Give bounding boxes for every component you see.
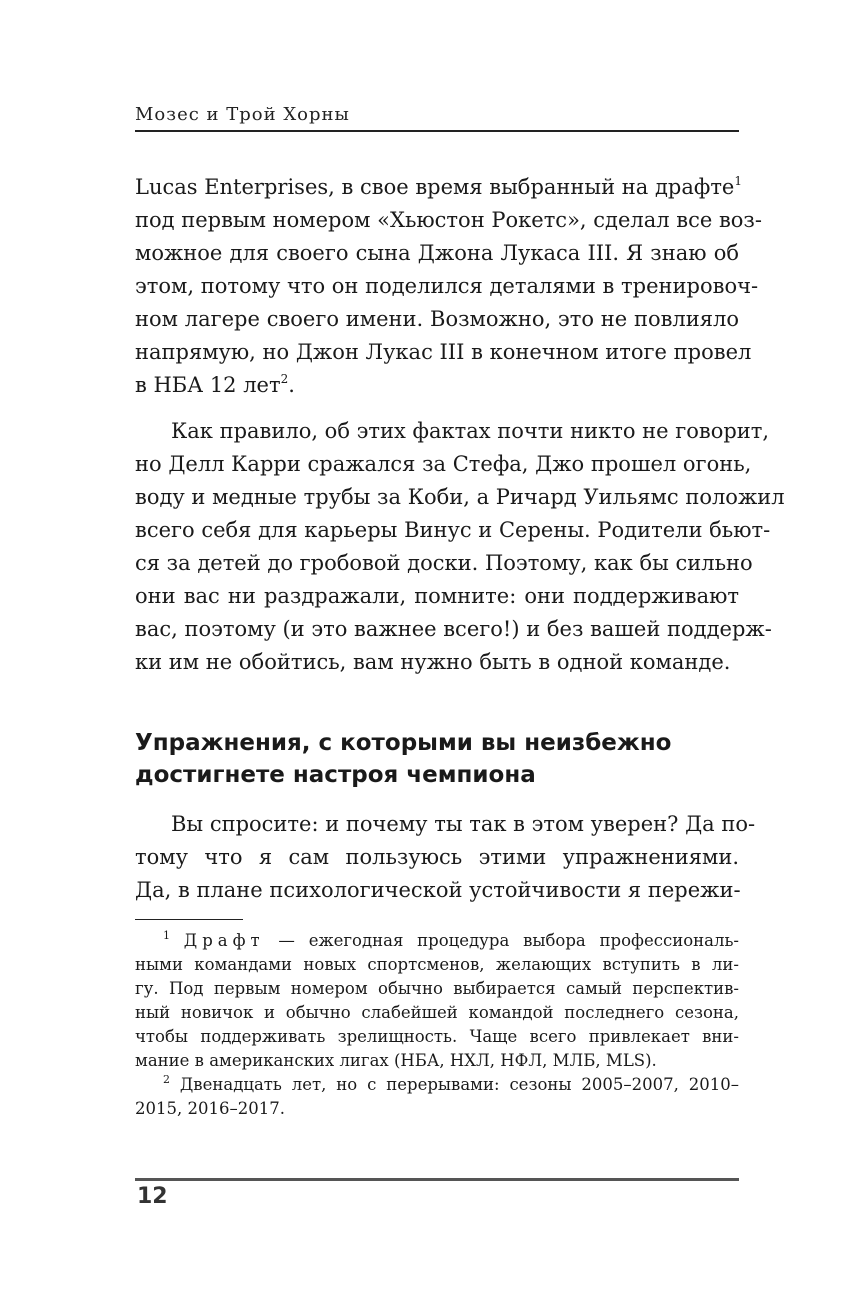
footnote-1-text: — ежегодная процедура выбора профессиональ- — [264, 931, 739, 950]
text-line: под первым номером «Хьюстон Рокетс», сделал все воз- — [135, 208, 762, 232]
footnote-line: 2015, 2016–2017. — [135, 1099, 285, 1118]
text-line: вас, поэтому (и это важнее всего!) и без вашей поддерж- — [135, 617, 772, 641]
text-line-content: в НБА 12 лет — [135, 373, 281, 397]
footnote-1-number: 1 — [163, 929, 170, 942]
text-line — [135, 369, 739, 402]
text-line: этом, потому что он поделился деталями в тренировоч- — [135, 274, 759, 298]
footnote-ref-2[interactable]: 2 — [280, 372, 289, 386]
text-line: всего себя для карьеры Винус и Серены. Родители бьют- — [135, 518, 771, 542]
sentence-end: . — [288, 373, 295, 397]
footnote-rule — [135, 919, 243, 920]
page-number: 12 — [137, 1184, 168, 1209]
footnote-line: гу. Под первым номером обычно выбирается самый перспектив- — [135, 979, 739, 998]
text-line: Вы спросите: и почему ты так в этом уверен? Да по- — [171, 812, 756, 836]
text-line: Как правило, об этих фактах почти никто не говорит, — [171, 419, 770, 443]
text-line: ки им не обойтись, вам нужно быть в одной команде. — [135, 650, 731, 674]
heading-line: Упражнения, с которыми вы неизбежно — [135, 730, 672, 756]
text-line: тому что я сам пользуюсь этими упражнениями. — [135, 845, 739, 869]
footnote-2-text: Двенадцать лет, но с перерывами: сезоны 2005–2007, 2010– — [170, 1075, 739, 1094]
text-line: но Делл Карри сражался за Стефа, Джо прошел огонь, — [135, 452, 752, 476]
text-line: они вас ни раздражали, помните: они поддерживают — [135, 584, 739, 608]
section-heading — [135, 727, 739, 791]
text-line: можное для своего сына Джона Лукаса III. Я знаю об — [135, 241, 739, 265]
paragraph-2 — [135, 415, 785, 679]
footer-rule — [135, 1178, 739, 1181]
footnote-line: мание в американских лигах (НБА, НХЛ, НФЛ, МЛБ, MLS). — [135, 1051, 657, 1070]
footnote-line: ный новичок и обычно слабейшей командой последнего сезона, — [135, 1003, 739, 1022]
footnote-1-first-line — [135, 929, 739, 953]
running-title: Мозес и Трой Хорны — [135, 104, 350, 125]
text-line: ном лагере своего имени. Возможно, это не повлияло — [135, 307, 739, 331]
paragraph-1 — [135, 171, 762, 402]
footnote-ref-1[interactable]: 1 — [734, 174, 743, 188]
footnote-1-term: Драфт — [183, 931, 265, 950]
footnote-line: ными командами новых спортсменов, желающих вступить в ли- — [135, 955, 739, 974]
footnote-line: чтобы поддерживать зрелищность. Чаще всего привлекает вни- — [135, 1027, 739, 1046]
text-line: Да, в плане психологической устойчивости я пережи- — [135, 878, 741, 902]
paragraph-3 — [135, 808, 756, 907]
footnote-2-number: 2 — [163, 1073, 170, 1086]
heading-line: достигнете настроя чемпиона — [135, 762, 536, 788]
footnotes — [135, 929, 739, 1121]
text-line — [135, 171, 743, 204]
text-line: напрямую, но Джон Лукас III в конечном итоге провел — [135, 340, 752, 364]
text-line: ся за детей до гробовой доски. Поэтому, как бы сильно — [135, 551, 753, 575]
text-line: воду и медные трубы за Коби, а Ричард Уильямс положил — [135, 485, 785, 509]
footnote-2-first-line — [135, 1073, 739, 1097]
text-line-content: Lucas Enterprises, в свое время выбранный на драфте — [135, 175, 735, 199]
header-rule — [135, 130, 739, 132]
